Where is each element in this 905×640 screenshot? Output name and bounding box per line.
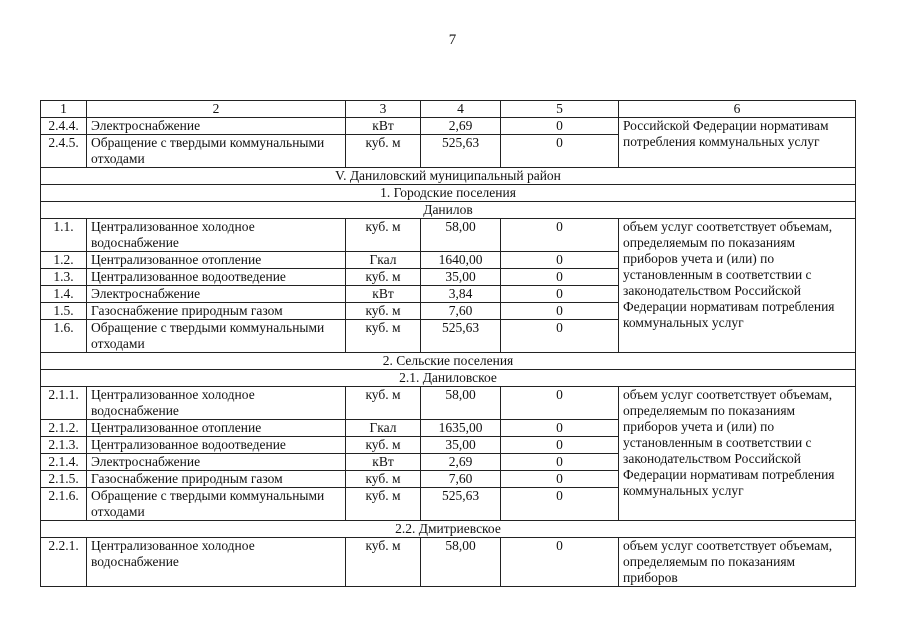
section-row <box>41 202 856 219</box>
service-name: Обращение с твердыми коммунальными отходами <box>87 320 346 353</box>
row-number: 2.1.3. <box>41 437 87 454</box>
row-number: 2.4.4. <box>41 118 87 135</box>
row-number: 2.1.1. <box>41 387 87 420</box>
col5-value: 0 <box>501 269 619 286</box>
col5-value: 0 <box>501 303 619 320</box>
col5-value: 0 <box>501 219 619 252</box>
unit: кВт <box>346 454 421 471</box>
row-number: 1.3. <box>41 269 87 286</box>
column-header: 4 <box>421 101 501 118</box>
town-title: Данилов <box>41 202 856 219</box>
column-header: 6 <box>619 101 856 118</box>
service-name: Централизованное отопление <box>87 252 346 269</box>
row-number: 2.2.1. <box>41 538 87 587</box>
unit: куб. м <box>346 320 421 353</box>
value: 58,00 <box>421 538 501 587</box>
service-name: Централизованное холодное водоснабжение <box>87 538 346 587</box>
value: 2,69 <box>421 454 501 471</box>
table-row <box>41 219 856 252</box>
row-number: 1.1. <box>41 219 87 252</box>
settlement-title: 2.2. Дмитриевское <box>41 521 856 538</box>
section-row <box>41 521 856 538</box>
unit: куб. м <box>346 219 421 252</box>
value: 35,00 <box>421 269 501 286</box>
col5-value: 0 <box>501 135 619 168</box>
row-number: 1.2. <box>41 252 87 269</box>
column-header: 5 <box>501 101 619 118</box>
row-number: 2.1.4. <box>41 454 87 471</box>
column-header: 2 <box>87 101 346 118</box>
col5-value: 0 <box>501 471 619 488</box>
row-number: 1.4. <box>41 286 87 303</box>
col5-value: 0 <box>501 488 619 521</box>
value: 58,00 <box>421 219 501 252</box>
unit: куб. м <box>346 471 421 488</box>
col5-value: 0 <box>501 538 619 587</box>
value: 2,69 <box>421 118 501 135</box>
unit: Гкал <box>346 252 421 269</box>
section-row <box>41 185 856 202</box>
rural-title: 2. Сельские поселения <box>41 353 856 370</box>
value: 525,63 <box>421 320 501 353</box>
urban-title: 1. Городские поселения <box>41 185 856 202</box>
row-number: 2.1.5. <box>41 471 87 488</box>
col5-value: 0 <box>501 286 619 303</box>
note: Российской Федерации нормативам потребления коммунальных услуг <box>619 118 856 168</box>
row-number: 1.5. <box>41 303 87 320</box>
unit: куб. м <box>346 303 421 320</box>
table-row <box>41 538 856 587</box>
settlement-title: 2.1. Даниловское <box>41 370 856 387</box>
value: 525,63 <box>421 135 501 168</box>
note: объем услуг соответствует объемам, определяемым по показаниям приборов учета и (или) по установленным в соответствии с законодательством Российской Федерации нормативам потребления коммунальных услуг <box>619 387 856 521</box>
unit: куб. м <box>346 387 421 420</box>
page-number: 7 <box>448 32 457 48</box>
unit: куб. м <box>346 269 421 286</box>
row-number: 2.1.6. <box>41 488 87 521</box>
service-name: Электроснабжение <box>87 454 346 471</box>
note: объем услуг соответствует объемам, определяемым по показаниям приборов <box>619 538 856 587</box>
row-number: 2.4.5. <box>41 135 87 168</box>
unit: Гкал <box>346 420 421 437</box>
service-name: Электроснабжение <box>87 118 346 135</box>
service-name: Обращение с твердыми коммунальными отходами <box>87 135 346 168</box>
column-header-row <box>41 101 856 118</box>
row-number: 2.1.2. <box>41 420 87 437</box>
unit: куб. м <box>346 538 421 587</box>
service-name: Газоснабжение природным газом <box>87 303 346 320</box>
value: 7,60 <box>421 471 501 488</box>
note: объем услуг соответствует объемам, определяемым по показаниям приборов учета и (или) по установленным в соответствии с законодательством Российской Федерации нормативам потребления коммунальных услуг <box>619 219 856 353</box>
value: 1635,00 <box>421 420 501 437</box>
col5-value: 0 <box>501 387 619 420</box>
unit: куб. м <box>346 437 421 454</box>
service-name: Централизованное холодное водоснабжение <box>87 387 346 420</box>
value: 525,63 <box>421 488 501 521</box>
service-name: Обращение с твердыми коммунальными отходами <box>87 488 346 521</box>
value: 7,60 <box>421 303 501 320</box>
section-row <box>41 168 856 185</box>
unit: куб. м <box>346 488 421 521</box>
unit: кВт <box>346 286 421 303</box>
value: 3,84 <box>421 286 501 303</box>
unit: кВт <box>346 118 421 135</box>
service-name: Централизованное водоотведение <box>87 437 346 454</box>
value: 1640,00 <box>421 252 501 269</box>
unit: куб. м <box>346 135 421 168</box>
service-name: Централизованное отопление <box>87 420 346 437</box>
col5-value: 0 <box>501 454 619 471</box>
district-title: V. Даниловский муниципальный район <box>41 168 856 185</box>
service-name: Электроснабжение <box>87 286 346 303</box>
col5-value: 0 <box>501 437 619 454</box>
table-row <box>41 118 856 135</box>
service-name: Централизованное холодное водоснабжение <box>87 219 346 252</box>
service-name: Централизованное водоотведение <box>87 269 346 286</box>
column-header: 1 <box>41 101 87 118</box>
value: 35,00 <box>421 437 501 454</box>
column-header: 3 <box>346 101 421 118</box>
col5-value: 0 <box>501 252 619 269</box>
value: 58,00 <box>421 387 501 420</box>
table-row <box>41 387 856 420</box>
section-row <box>41 370 856 387</box>
col5-value: 0 <box>501 118 619 135</box>
row-number: 1.6. <box>41 320 87 353</box>
col5-value: 0 <box>501 420 619 437</box>
service-name: Газоснабжение природным газом <box>87 471 346 488</box>
col5-value: 0 <box>501 320 619 353</box>
tariff-table <box>40 100 856 587</box>
section-row <box>41 353 856 370</box>
